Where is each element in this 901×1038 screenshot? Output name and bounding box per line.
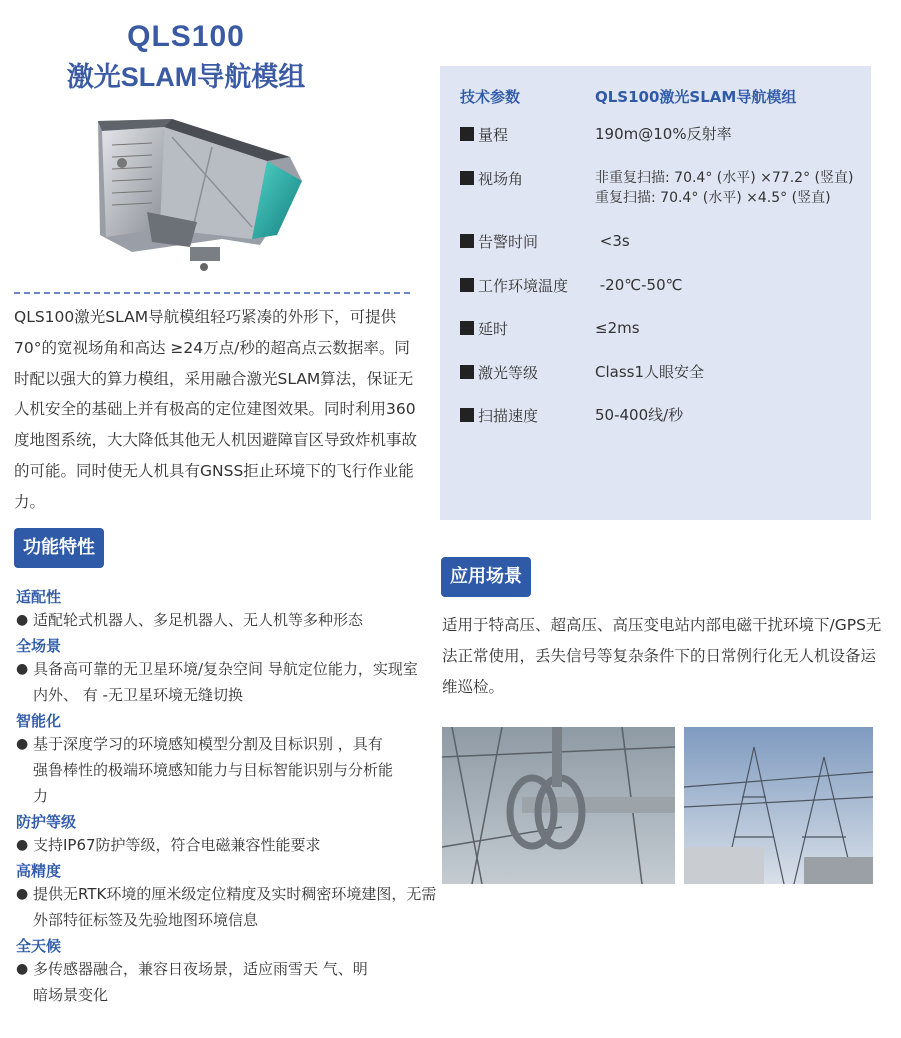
feature-group	[16, 861, 446, 933]
features-list	[16, 584, 446, 1008]
square-bullet-icon	[460, 127, 474, 141]
feature-title: 适配性	[16, 588, 62, 606]
features-tag: 功能特性	[14, 528, 104, 568]
feature-group	[16, 587, 446, 633]
square-bullet-icon	[460, 234, 474, 248]
square-bullet-icon	[460, 321, 474, 335]
bullet-icon: ●	[16, 886, 29, 902]
dashed-divider	[14, 292, 410, 294]
square-bullet-icon	[460, 408, 474, 422]
feature-title: 全场景	[16, 637, 62, 655]
intro-paragraph: QLS100激光SLAM导航模组轻巧紧凑的外形下，可提供70°的宽视场角和高达 ≥24万点/秒的超高点云数据率。同时配以强大的算力模组，采用融合激光SLAM算法，保证无人机安全的基础上并有极高的定位建图效果。同时利用360度地图系统，大大降低其他无人机因避障盲区导致炸机事故的可能。同时使无人机具有GNSS拒止环境下的飞行作业能力。	[14, 308, 418, 511]
feature-item: ● 基于深度学习的环境感知模型分割及目标识别 ，具有强鲁棒性的极端环境感知能力与目标智能识别与分析能力	[16, 731, 446, 809]
bullet-icon: ●	[16, 961, 29, 977]
feature-item: ● 支持IP67防护等级，符合电磁兼容性能要求	[16, 832, 446, 858]
spec-value: ≤2ms	[595, 319, 640, 337]
spec-label: 量程	[478, 126, 509, 144]
spec-panel	[440, 66, 871, 520]
feature-item: ● 适配轮式机器人、多足机器人、无人机等多种形态	[16, 607, 446, 633]
bullet-icon: ●	[16, 837, 29, 853]
spec-value: 非重复扫描: 70.4° (水平) ×77.2° (竖直) 重复扫描: 70.4° (水平) ×4.5° (竖直)	[595, 170, 854, 206]
feature-item: ● 提供无RTK环境的厘米级定位精度及实时稠密环境建图，无需外部特征标签及先验地图环境信息	[16, 881, 446, 933]
square-bullet-icon	[460, 278, 474, 292]
spec-value: 50-400线/秒	[595, 406, 684, 424]
bullet-icon: ●	[16, 736, 29, 752]
feature-group	[16, 711, 446, 809]
bullet-icon: ●	[16, 661, 29, 677]
application-tag: 应用场景	[441, 557, 531, 597]
feature-title: 防护等级	[16, 813, 77, 831]
product-name-title: 激光SLAM导航模组	[66, 62, 306, 92]
feature-title: 智能化	[16, 712, 62, 730]
spec-label: 扫描速度	[478, 407, 539, 425]
spec-value: <3s	[595, 232, 630, 250]
spec-label: 延时	[478, 320, 509, 338]
spec-label: 激光等级	[478, 364, 539, 382]
application-paragraph: 适用于特高压、超高压、高压变电站内部电磁干扰环境下/GPS无法正常使用，丢失信号等复杂条件下的日常例行化无人机设备运维巡检。	[442, 616, 882, 696]
product-model-title: QLS100	[127, 20, 245, 53]
feature-group	[16, 636, 446, 708]
spec-value: Class1人眼安全	[595, 363, 705, 381]
spec-header-label: 技术参数	[460, 88, 521, 106]
feature-title: 全天候	[16, 937, 62, 955]
spec-value: -20℃-50℃	[595, 276, 683, 294]
feature-title: 高精度	[16, 862, 62, 880]
feature-item: ● 具备高可靠的无卫星环境/复杂空间 导航定位能力，实现室内外、 有 -无卫星环境无缝切换	[16, 656, 446, 708]
spec-label: 工作环境温度	[478, 277, 569, 295]
spec-label: 视场角	[478, 170, 524, 188]
lidar-module-image	[92, 117, 317, 277]
spec-header-value: QLS100激光SLAM导航模组	[595, 88, 797, 106]
feature-group	[16, 812, 446, 858]
bullet-icon: ●	[16, 612, 29, 628]
spec-label: 告警时间	[478, 233, 539, 251]
square-bullet-icon	[460, 171, 474, 185]
insulator-photo	[442, 727, 675, 884]
square-bullet-icon	[460, 365, 474, 379]
spec-value: 190m@10%反射率	[595, 125, 732, 143]
feature-item: ● 多传感器融合，兼容日夜场景，适应雨雪天 气、明暗场景变化	[16, 956, 446, 1008]
feature-group	[16, 936, 446, 1008]
substation-photo	[684, 727, 873, 884]
